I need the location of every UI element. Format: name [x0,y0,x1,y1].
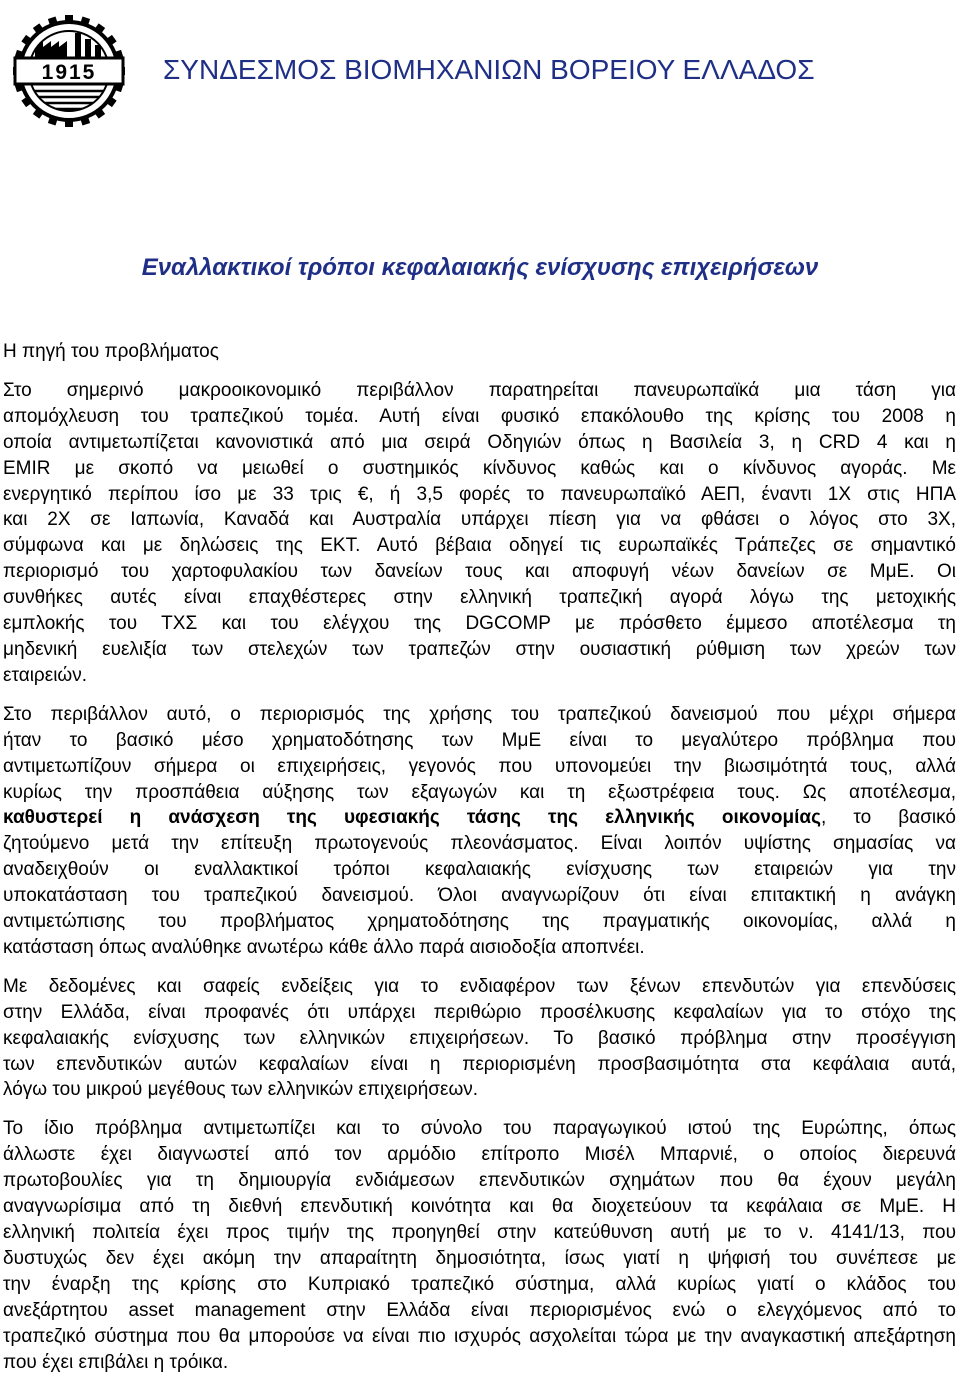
text-line: εταιρειών. [3,664,88,686]
text-line: μηδενική ευελιξία των στελεχών των τραπεζών στην ουσιαστική ρύθμιση των χρεών των [3,638,956,660]
text-line: οποία αντιμετωπίζεται κανονιστικά από μια σειρά Οδηγιών όπως η Βασιλεία 3, η CRD 4 και η [3,431,956,453]
text-line: ελληνική πολιτεία έχει προς τιμήν της προηγηθεί στην κατεύθυνση αυτή με το ν. 4141/13, που [3,1222,956,1243]
document-body [3,339,956,1388]
text-line: λόγω του μικρού μεγέθους των ελληνικών επιχειρήσεων. [3,1079,479,1101]
text-line: ενεργητικό περίπου ίσο με 33 τρις €, ή 3,5 φορές το πανευρωπαϊκό ΑΕΠ, έναντι 1Χ στις ΗΠΑ [3,483,956,505]
text-line: Με δεδομένες και σαφείς ενδείξεις για το ενδιαφέρον των ξένων επενδυτών για επενδύσεις [3,975,956,997]
paragraph [3,974,956,1104]
logo-year-text: 1915 [41,61,97,84]
text-line: και 2Χ σε Ιαπωνία, Καναδά και Αυστραλία υπάρχει πίεση για να φθάσει ο λόγος στο 3Χ, [3,509,956,531]
section-heading [3,339,956,365]
text-line: Το ίδιο πρόβλημα αντιμετωπίζει και το σύνολο του παραγωγικού ιστού της Ευρώπης, όπως [3,1118,956,1140]
organization-logo [9,11,129,131]
text-line: άλλωστε έχει διαγνωστεί από τον αρμόδιο επίτροπο Μισέλ Μπαρνιέ, ο οποίος διερευνά [3,1144,956,1166]
text-line: στην Ελλάδα, είναι προφανές ότι υπάρχει περιθώριο προσέλκυσης κεφαλαίων για το στόχο της [3,1001,956,1023]
text-line: Στο σημερινό μακροοικονομικό περιβάλλον παρατηρείται πανευρωπαϊκά μια τάση για [3,379,956,401]
text-line: που έχει επιβάλει η τρόικα. [3,1351,229,1373]
paragraph [3,378,956,689]
text-line: αναδειχθούν οι εναλλακτικοί τρόποι κεφαλαιακής ενίσχυσης των εταιρειών για την [3,859,956,881]
text-line: σύμφωνα και με δηλώσεις της ΕΚΤ. Αυτό βέβαια οδηγεί τις ευρωπαϊκές Τράπεζες σε σημαντικό [3,535,956,557]
text-line: αντιμετώπισης του προβλήματος χρηματοδότησης της πραγματικής οικονομίας, αλλά η [3,911,956,933]
text-line: την έναρξη της κρίσης στο Κυπριακό τραπεζικό σύστημα, αλλά κυρίως γιατί ο κλάδος του [3,1273,956,1295]
text-line: εμπλοκής του ΤΧΣ και του ελέγχου της DGCOMP με πρόσθετο έμμεσο αποτέλεσμα τη [3,613,956,635]
emphasized-text: καθυστερεί η ανάσχεση της υφεσιακής τάσης της ελληνικής οικονομίας [3,807,821,829]
organization-name: ΣΥΝΔΕΣΜΟΣ ΒΙΟΜΗΧΑΝΙΩΝ ΒΟΡΕΙΟΥ ΕΛΛΑΔΟΣ [163,54,815,85]
text-line: απομόχλευση του τραπεζικού τομέα. Αυτή είναι φυσικό επακόλουθο της κρίσης του 2008 η [3,405,956,427]
paragraph [3,702,956,961]
paragraph [3,1116,956,1375]
text-line: EMIR με σκοπό να μειωθεί ο συστημικός κίνδυνος καθώς και ο κίνδυνος αγοράς. Με [3,457,956,479]
text-line: περιορισμό του χαρτοφυλακίου των δανείων τους και αποφυγή νέων δανείων σε ΜμΕ. Οι [3,561,956,583]
text-line: ζητούμενο μετά την επίτευξη πρωτογενούς πλεονάσματος. Είναι λοιπόν υψίστης σημασίας να [3,833,956,855]
text-line: Στο περιβάλλον αυτό, ο περιορισμός της χρήσης του τραπεζικού δανεισμού που μέχρι σήμερα [3,703,956,725]
text-line: κυρίως την προσπάθεια αύξησης των εξαγωγών και τη εξωστρέφεια τους. Ως αποτέλεσμα, [3,781,956,803]
text-line: αναγνωρίσιμα από τη διεθνή επενδυτική κοινότητα και θα διοχετεύουν τα κεφάλαια σε ΜμΕ. Η [3,1196,956,1218]
text-line: των επενδυτικών αυτών κεφαλαίων είναι η περιορισμένη προσβασιμότητα στα κεφάλαια αυτά, [3,1053,956,1075]
text-line: κεφαλαιακής ενίσχυσης των ελληνικών επιχειρήσεων. Το βασικό πρόβλημα στην προσέγγιση [3,1027,956,1049]
section-heading-text: Η πηγή του προβλήματος [3,341,219,362]
text-line: κατάσταση όπως αναλύθηκε ανωτέρω κάθε άλλο παρά αισιοδοξία αποπνέει. [3,936,645,958]
text-line: δυστυχώς δεν έχει ακόμη την απαραίτητη δημοσιότητα, ίσως γιατί η ψήφισή του συνέπεσε με [3,1247,956,1269]
text-span: , το βασικό [821,807,956,829]
text-line: αντιμετωπίζουν σήμερα οι επιχειρήσεις, γεγονός που υπονομεύει την βιωσιμότητά τους, αλλά [3,755,956,777]
text-line: ανεξάρτητου asset management στην Ελλάδα είναι περιορισμένος ενώ ο ελεγχόμενος από το [3,1299,956,1321]
text-line: υποκατάσταση του τραπεζικού δανεισμού. Όλοι αναγνωρίζουν ότι είναι επιτακτική η ανάγκη [3,885,956,907]
text-line: ήταν το βασικό μέσο χρηματοδότησης των ΜμΕ είναι το μεγαλύτερο πρόβλημα που [3,729,956,751]
document-title: Εναλλακτικοί τρόποι κεφαλαιακής ενίσχυσης επιχειρήσεων [141,254,819,281]
text-line [3,805,956,831]
text-line: τραπεζικό σύστημα που θα μπορούσε να είναι πιο ισχυρός ασχολείται τώρα με την αναγκαστική απεξάρτηση [3,1325,956,1347]
text-line: συνθήκες αυτές είναι επαχθέστερες στην ελληνική τραπεζική αγορά λόγω της μετοχικής [3,587,956,609]
text-line: πρωτοβουλίες για τη δημιουργία ενδιάμεσων επενδυτικών σχημάτων που θα έχουν μεγάλη [3,1170,956,1192]
